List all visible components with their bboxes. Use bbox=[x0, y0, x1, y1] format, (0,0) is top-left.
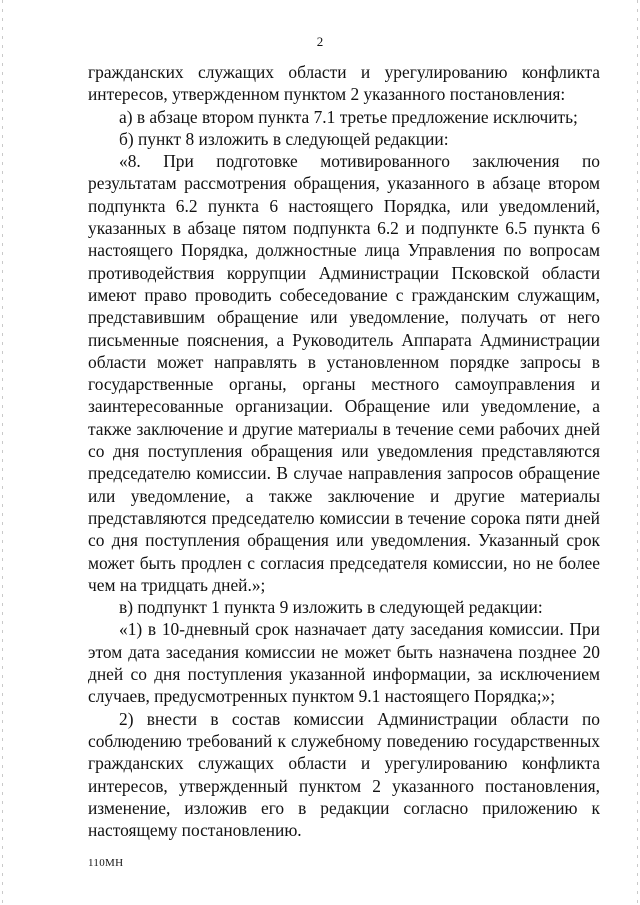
paragraph-continuation: гражданских служащих области и урегулированию конфликта интересов, утвержденном пунктом 2 указанного постановления: bbox=[88, 62, 600, 105]
page-number: 2 bbox=[316, 34, 324, 49]
paragraph-item-a: а) в абзаце втором пункта 7.1 третье предложение исключить; bbox=[119, 106, 578, 127]
scan-edge-right bbox=[637, 0, 638, 905]
paragraph-item-b: б) пункт 8 изложить в следующей редакции: bbox=[119, 128, 449, 149]
paragraph-item-2: 2) внести в состав комиссии Администрации области по соблюдению требований к служебному поведению государственных гражданских служащих области и урегулированию конфликта интересов, утвержденный пунктом 2 указанного постановления, изменение, изложив его в редакции согласно приложению к настоящему постановлению. bbox=[88, 708, 600, 841]
document-body bbox=[88, 61, 600, 841]
paragraph-point-8: «8. При подготовке мотивированного заключения по результатам рассмотрения обращения, указанного в абзаце втором подпункта 6.2 пункта 6 настоящего Порядка, или уведомлений, указанных в абзаце пятом подпункта 6.2 и подпункте 6.5 пункта 6 настоящего Порядка, должностные лица Управления по вопросам противодействия коррупции Администрации Псковской области имеют право проводить собеседование с гражданским служащим, представившим обращение или уведомление, получать от него письменные пояснения, а Руководитель Аппарата Администрации области может направлять в установленном порядке запросы в государственные органы, органы местного самоуправления и заинтересованные организации. Обращение или уведомление, а также заключение и другие материалы в течение семи рабочих дней со дня поступления обращения или уведомления представляются председателю комиссии. В случае направления запросов обращение или уведомление, а также заключение и другие материалы представляются председателю комиссии в течение сорока пяти дней со дня поступления обращения или уведомления. Указанный срок может быть продлен с согласия председателя комиссии, но не более чем на тридцать дней.»; bbox=[88, 151, 600, 595]
footer-code: 110МН bbox=[88, 857, 124, 869]
scan-edge-left bbox=[2, 0, 3, 905]
paragraph-item-v: в) подпункт 1 пункта 9 изложить в следующей редакции: bbox=[119, 597, 543, 618]
paragraph-subpoint-1: «1) в 10-дневный срок назначает дату заседания комиссии. При этом дата заседания комиссии не может быть назначена позднее 20 дней со дня поступления указанной информации, за исключением случаев, предусмотренных пунктом 9.1 настоящего Порядка;»; bbox=[88, 619, 600, 707]
